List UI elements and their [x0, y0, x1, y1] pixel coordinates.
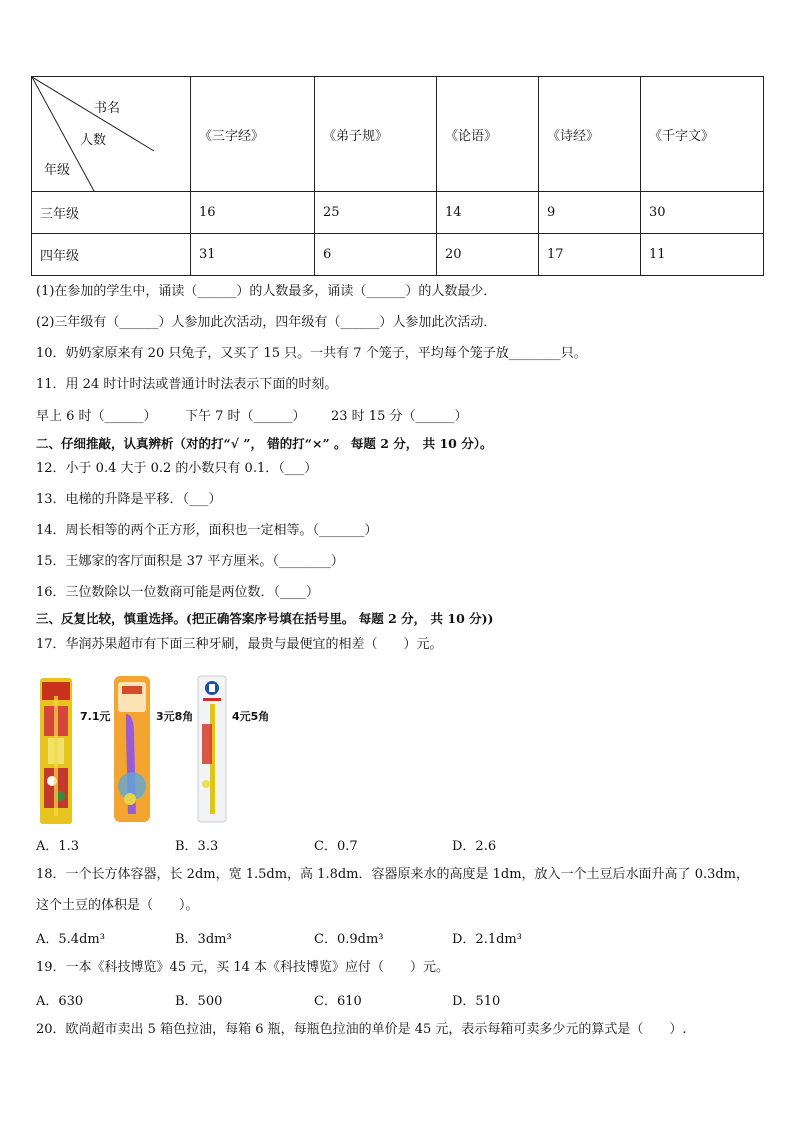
- question-19: 19．一本《科技博览》45 元，买 14 本《科技博览》应付（ ）元。: [36, 960, 450, 975]
- grade-cell: 四年级: [32, 234, 191, 276]
- corner-label-book: 书名: [94, 101, 121, 116]
- question-16: 16．三位数除以一位数商可能是两位数．（____）: [36, 585, 320, 600]
- question-19-option-c[interactable]: C．610: [314, 994, 362, 1009]
- question-18-line-1: 18．一个长方体容器，长 2dm，宽 1.5dm，高 1.8dm．容器原来水的高度是 1dm，放入一个土豆后水面升高了 0.3dm，: [36, 867, 750, 882]
- question-11-blank-c: 23 时 15 分（______）: [331, 409, 468, 424]
- header-cell: 《弟子规》: [315, 77, 437, 192]
- toothbrush-2-image: [112, 674, 152, 824]
- section-2-heading: 二、仔细推敲，认真辨析（对的打“√ ”， 错的打“×” 。 每题 2 分， 共 10 分）。: [36, 436, 493, 451]
- value-cell: 20: [437, 234, 539, 276]
- question-18-option-a[interactable]: A．5.4dm³: [36, 932, 105, 947]
- corner-label-count: 人数: [80, 133, 107, 148]
- section-3-heading: 三、反复比较，慎重选择。(把正确答案序号填在括号里。 每题 2 分， 共 10 分)): [36, 611, 494, 626]
- question-9-part-1: (1)在参加的学生中，诵读（______）的人数最多，诵读（______）的人数最少．: [36, 284, 497, 299]
- table-row: [32, 192, 764, 234]
- table-row: [32, 234, 764, 276]
- corner-label-grade: 年级: [44, 163, 71, 178]
- header-cell: 《千字文》: [641, 77, 764, 192]
- question-19-option-d[interactable]: D．510: [452, 994, 501, 1009]
- grade-cell: 三年级: [32, 192, 191, 234]
- value-cell: 30: [641, 192, 764, 234]
- question-14: 14．周长相等的两个正方形，面积也一定相等。（_______）: [36, 523, 378, 538]
- price-label-3: 4元5角: [232, 710, 270, 723]
- price-label-1: 7.1元: [80, 710, 111, 723]
- table-corner-cell: [32, 77, 191, 192]
- question-11: 11．用 24 时计时法或普通计时法表示下面的时刻。: [36, 377, 338, 392]
- question-19-option-b[interactable]: B．500: [175, 994, 223, 1009]
- value-cell: 31: [191, 234, 315, 276]
- reading-table: [31, 76, 764, 276]
- value-cell: 17: [539, 234, 641, 276]
- value-cell: 6: [315, 234, 437, 276]
- question-11-blank-a: 早上 6 时（______）: [36, 409, 157, 424]
- value-cell: 14: [437, 192, 539, 234]
- question-17-option-a[interactable]: A．1.3: [36, 839, 80, 854]
- header-cell: 《论语》: [437, 77, 539, 192]
- value-cell: 9: [539, 192, 641, 234]
- question-13: 13．电梯的升降是平移．（___）: [36, 492, 222, 507]
- question-18-option-d[interactable]: D．2.1dm³: [452, 932, 522, 947]
- header-cell: 《三字经》: [191, 77, 315, 192]
- question-17: 17．华润苏果超市有下面三种牙刷，最贵与最便宜的相差（ ）元。: [36, 637, 443, 652]
- question-18-line-2: 这个土豆的体积是（ ）。: [36, 898, 199, 913]
- question-11-blank-b: 下午 7 时（______）: [185, 409, 306, 424]
- question-17-option-b[interactable]: B．3.3: [175, 839, 219, 854]
- question-19-option-a[interactable]: A．630: [36, 994, 84, 1009]
- header-cell: 《诗经》: [539, 77, 641, 192]
- question-18-option-c[interactable]: C．0.9dm³: [314, 932, 384, 947]
- question-17-option-c[interactable]: C．0.7: [314, 839, 358, 854]
- question-10: 10．奶奶家原来有 20 只兔子，又买了 15 只。一共有 7 个笼子，平均每个笼子放________只。: [36, 346, 587, 361]
- question-12: 12．小于 0.4 大于 0.2 的小数只有 0.1．（___）: [36, 461, 318, 476]
- value-cell: 11: [641, 234, 764, 276]
- value-cell: 25: [315, 192, 437, 234]
- value-cell: 16: [191, 192, 315, 234]
- toothbrush-1-image: [38, 676, 74, 826]
- question-20: 20．欧尚超市卖出 5 箱色拉油，每箱 6 瓶，每瓶色拉油的单价是 45 元，表示每箱可卖多少元的算式是（ ）.: [36, 1022, 687, 1037]
- toothbrush-3-image: [196, 674, 228, 824]
- question-18-option-b[interactable]: B．3dm³: [175, 932, 232, 947]
- question-9-part-2: (2)三年级有（______）人参加此次活动，四年级有（______）人参加此次活动．: [36, 315, 497, 330]
- question-15: 15．王娜家的客厅面积是 37 平方厘米。（________）: [36, 554, 344, 569]
- price-label-2: 3元8角: [156, 710, 194, 723]
- question-17-option-d[interactable]: D．2.6: [452, 839, 497, 854]
